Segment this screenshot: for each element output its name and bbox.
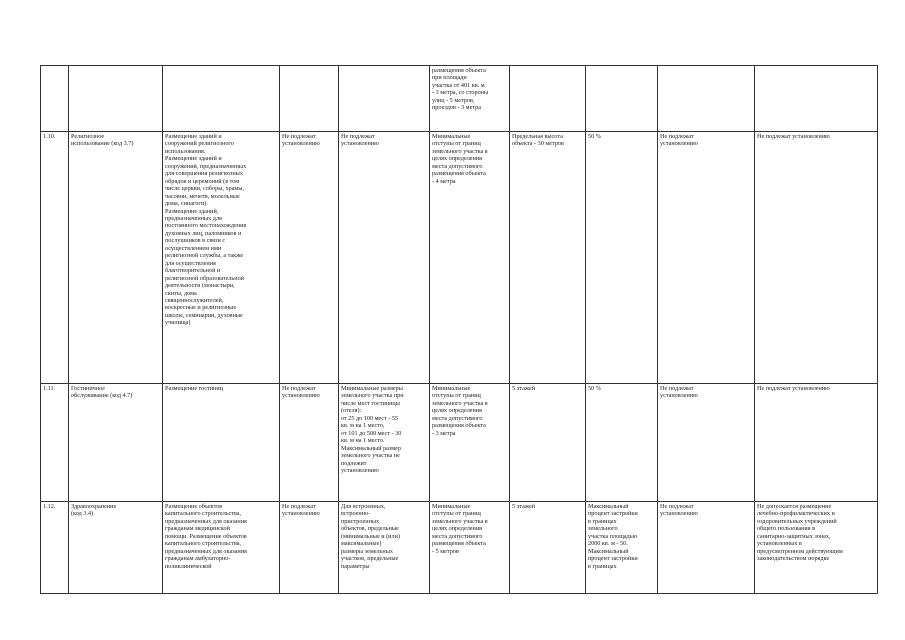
land-use-description-cell: Размещение объектов капитального строительства, предназначенных для оказания гражданам медицинской помощи. Размещение объектов капитального строительства, предназначенных для оказания гражданам амбулаторно- поликлинической bbox=[163, 502, 280, 594]
table-row bbox=[41, 384, 878, 502]
setbacks-cell: Минимальные отступы от границ земельного участка в целях определения места допустимого размещения объекта - 5 метров bbox=[430, 502, 510, 594]
plot-dimensions-cell: Не подлежат установлению bbox=[339, 132, 430, 384]
land-use-description-cell bbox=[163, 66, 280, 132]
restrictions-cell: Не подлежат установлению bbox=[755, 384, 878, 502]
land-use-name-cell: Религиозное использование (код 3.7) bbox=[69, 132, 163, 384]
min-area-cell bbox=[280, 66, 339, 132]
land-use-name-cell: Гостиничное обслуживание (код 4.7) bbox=[69, 384, 163, 502]
max-height-cell: 5 этажей bbox=[510, 502, 586, 594]
max-height-cell bbox=[510, 66, 586, 132]
plot-dimensions-cell: Минимальные размеры земельного участка при числе мест гостиницы (отеля): от 25 до 100 мест - 55 кв. м на 1 место, от 101 до 500 мест - 30 кв. м на 1 место. Максимальный размер земельного участка не подлежит установлению bbox=[339, 384, 430, 502]
restrictions-cell: Не допускается размещение лечебно-профилактических и оздоровительных учреждений общего пользования в санитарно-защитных зонах, установленных в предусмотренном действующим законодательством порядке bbox=[755, 502, 878, 594]
land-use-name-cell bbox=[69, 66, 163, 132]
zoning-regulations-table bbox=[40, 65, 878, 594]
coverage-cell bbox=[586, 66, 658, 132]
land-use-description-cell: Размещение зданий и сооружений религиозного использования. Размещение зданий и сооружений, предназначенных для совершения религиозных обрядов и церемоний (в том числе церкви, соборы, храмы, часовни, мечети, молельные дома, синагоги). Размещение зданий, предназначенных для постоянного местонахождения духовных лиц, паломников и послушников в связи с осуществлением ими религиозной службы, а также для осуществления благотворительной и религиозной образовательной деятельности (монастыри, скиты, дома священнослужителей, воскресные и религиозные школы, семинарии, духовные училища) bbox=[163, 132, 280, 384]
setbacks-cell: размещения объекта при площади участка от 401 кв. м - 3 метра, со стороны улиц - 5 метров, проездов - 3 метра bbox=[430, 66, 510, 132]
max-height-cell: 5 этажей bbox=[510, 384, 586, 502]
floor-ratio-cell: Не подлежат установлению bbox=[658, 132, 755, 384]
table-row bbox=[41, 66, 878, 132]
restrictions-cell bbox=[755, 66, 878, 132]
land-use-name-cell: Здравоохранение (код 3.4) bbox=[69, 502, 163, 594]
land-use-description-cell: Размещение гостиниц bbox=[163, 384, 280, 502]
plot-dimensions-cell bbox=[339, 66, 430, 132]
setbacks-cell: Минимальные отступы от границ земельного участка в целях определения места допустимого размещения объекта - 4 метра bbox=[430, 132, 510, 384]
table-row bbox=[41, 132, 878, 384]
row-number-cell: 1.10. bbox=[41, 132, 69, 384]
row-number-cell: 1.11. bbox=[41, 384, 69, 502]
floor-ratio-cell: Не подлежат установлению bbox=[658, 502, 755, 594]
floor-ratio-cell: Не подлежат установлению bbox=[658, 384, 755, 502]
plot-dimensions-cell: Для встроенных, встроенно- пристроенных объектов, предельные (минимальные и (или) максимальные) размеры земельных участков, предельные параметры bbox=[339, 502, 430, 594]
setbacks-cell: Минимальные отступы от границ земельного участка в целях определения места допустимого размещения объекта - 3 метра bbox=[430, 384, 510, 502]
min-area-cell: Не подлежат установлению bbox=[280, 384, 339, 502]
coverage-cell: 50 % bbox=[586, 384, 658, 502]
floor-ratio-cell bbox=[658, 66, 755, 132]
row-number-cell: 1.12. bbox=[41, 502, 69, 594]
max-height-cell: Предельная высота объекта - 30 метров bbox=[510, 132, 586, 384]
min-area-cell: Не подлежат установлению bbox=[280, 502, 339, 594]
min-area-cell: Не подлежат установлению bbox=[280, 132, 339, 384]
table-row bbox=[41, 502, 878, 594]
restrictions-cell: Не подлежат установлению bbox=[755, 132, 878, 384]
coverage-cell: 50 % bbox=[586, 132, 658, 384]
coverage-cell: Максимальный процент застройки в границах земельного участка площадью 2000 кв. м - 50. Максимальный процент застройки в границах bbox=[586, 502, 658, 594]
row-number-cell bbox=[41, 66, 69, 132]
